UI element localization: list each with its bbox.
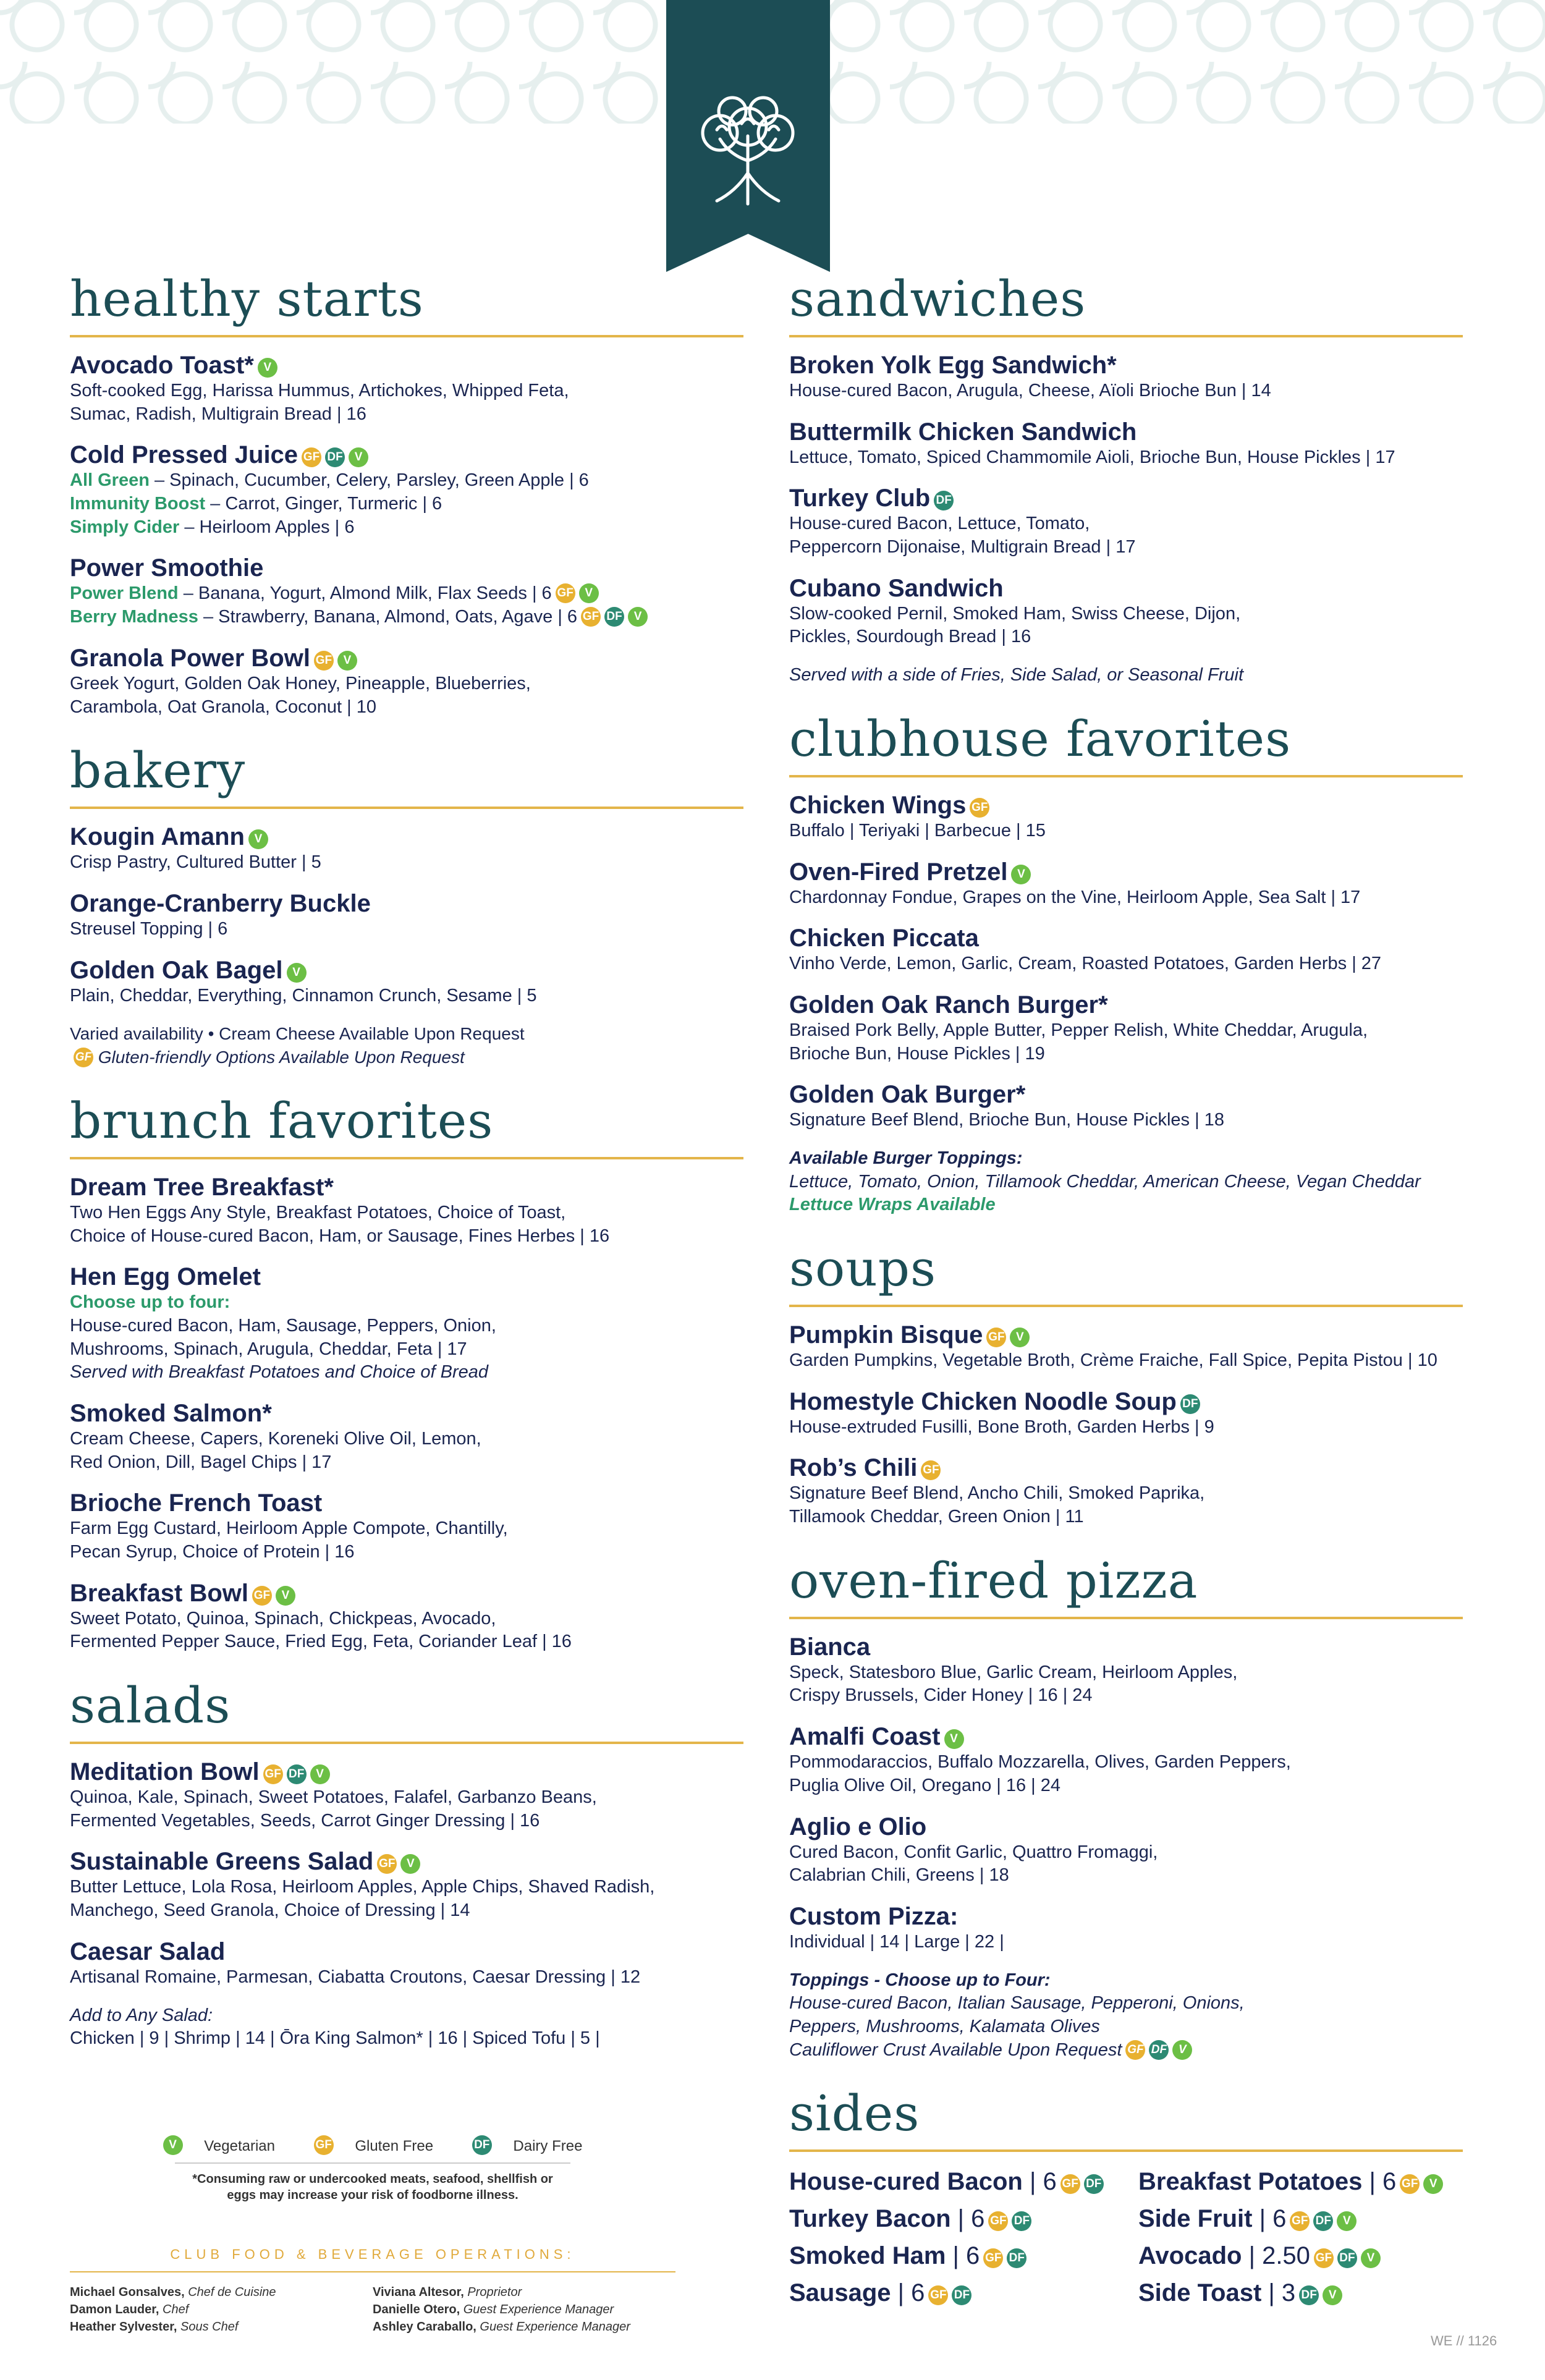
section-title: salads: [70, 1679, 743, 1744]
vegetarian-icon: V: [287, 963, 307, 983]
dairy-free-icon: DF: [1007, 2248, 1026, 2268]
item-name: Orange-Cranberry Buckle: [70, 889, 371, 917]
option-desc: – Spinach, Cucumber, Celery, Parsley, Green Apple | 6: [149, 470, 589, 491]
menu-item-chicken-wings: [789, 791, 1463, 843]
item-desc: Chardonnay Fondue, Grapes on the Vine, Heirloom Apple, Sea Salt | 17: [789, 887, 1361, 907]
item-desc: Crisp Pastry, Cultured Butter | 5: [70, 852, 321, 873]
item-desc: Manchego, Seed Granola, Choice of Dressing | 14: [70, 1900, 470, 1921]
staff-title: Proprietor: [467, 2285, 522, 2299]
option-desc: – Strawberry, Banana, Almond, Oats, Agave | 6: [198, 607, 578, 627]
item-name: Golden Oak Burger*: [789, 1081, 1026, 1109]
legend-dairy-free: Dairy Free: [513, 2138, 583, 2154]
item-name: Meditation Bowl: [70, 1758, 260, 1786]
item-name: Chicken Piccata: [789, 925, 979, 952]
item-desc: Lettuce, Tomato, Spiced Chammomile Aioli, Brioche Bun, House Pickles | 17: [789, 447, 1395, 467]
item-name: Avocado Toast*: [70, 352, 254, 379]
side-price: | 6: [1022, 2168, 1057, 2196]
item-desc: Choice of House-cured Bacon, Ham, or Sausage, Fines Herbes | 16: [70, 1226, 610, 1246]
dairy-free-icon: DF: [1084, 2174, 1104, 2194]
section-oven-fired-pizza: [789, 1551, 1463, 2062]
vegetarian-icon: V: [1423, 2174, 1443, 2194]
item-name: Power Smoothie: [70, 554, 264, 582]
burger-toppings-label: Available Burger Toppings:: [789, 1148, 1023, 1168]
item-name: Cubano Sandwich: [789, 574, 1004, 602]
option-desc: – Banana, Yogurt, Almond Milk, Flax Seeds | 6: [178, 583, 552, 604]
staff-title: Guest Experience Manager: [463, 2303, 614, 2316]
section-title: sides: [789, 2086, 1463, 2152]
side-price: | 6: [891, 2279, 925, 2307]
side-item-side-toast: [1138, 2277, 1463, 2309]
menu-item-kougin-amann: [70, 823, 743, 875]
side-price: | 6: [1362, 2168, 1397, 2196]
side-price: | 6: [950, 2205, 985, 2233]
side-price: | 2.50: [1242, 2242, 1310, 2270]
dairy-free-icon: DF: [604, 607, 624, 627]
option-label: All Green: [70, 470, 150, 491]
bakery-note: Varied availability • Cream Cheese Available Upon Request: [70, 1024, 525, 1044]
side-item-breakfast-potatoes: [1138, 2166, 1463, 2198]
gluten-free-icon: GF: [314, 2135, 334, 2155]
item-name: Broken Yolk Egg Sandwich*: [789, 352, 1117, 379]
vegetarian-icon: V: [1172, 2040, 1192, 2060]
staff-title: Chef: [163, 2303, 189, 2316]
section-salads: [70, 1679, 743, 2051]
item-name: Golden Oak Bagel: [70, 956, 283, 984]
dairy-free-icon: DF: [325, 447, 345, 467]
item-name: Sustainable Greens Salad: [70, 1848, 374, 1876]
item-desc: House-extruded Fusilli, Bone Broth, Garden Herbs | 9: [789, 1417, 1214, 1437]
add-to-salad-items: Chicken | 9 | Shrimp | 14 | Ōra King Salmon* | 16 | Spiced Tofu | 5 |: [70, 2028, 600, 2049]
sides-grid: [789, 2166, 1463, 2309]
dairy-free-icon: DF: [1313, 2211, 1333, 2231]
menu-item-cold-pressed-juice: [70, 441, 743, 539]
dairy-free-icon: DF: [952, 2285, 971, 2305]
item-desc: Sumac, Radish, Multigrain Bread | 16: [70, 404, 366, 424]
staff-name: Ashley Caraballo,: [373, 2320, 476, 2334]
gluten-free-icon: GF: [581, 607, 601, 627]
item-desc: Brioche Bun, House Pickles | 19: [789, 1043, 1045, 1064]
item-desc: Pickles, Sourdough Bread | 16: [789, 627, 1031, 647]
menu-item-caesar-salad: [70, 1937, 743, 1989]
menu-item-buttermilk-chicken-sandwich: [789, 418, 1463, 470]
menu-item-oven-fired-pretzel: [789, 858, 1463, 910]
side-price: | 6: [946, 2242, 980, 2270]
gluten-free-icon: GF: [302, 447, 321, 467]
item-name: Oven-Fired Pretzel: [789, 858, 1008, 886]
menu-item-robs-chili: [789, 1454, 1463, 1528]
side-name: Side Fruit: [1138, 2205, 1253, 2233]
gluten-free-icon: GF: [263, 1764, 283, 1784]
dairy-free-icon: DF: [287, 1764, 307, 1784]
gluten-free-icon: GF: [988, 2211, 1008, 2231]
menu-item-smoked-salmon: [70, 1399, 743, 1474]
item-name: Chicken Wings: [789, 791, 967, 819]
item-desc: Sweet Potato, Quinoa, Spinach, Chickpeas, Avocado,: [70, 1608, 496, 1628]
staff-title: Guest Experience Manager: [480, 2320, 630, 2334]
section-sides: [789, 2086, 1463, 2309]
left-column: [70, 272, 743, 2075]
item-desc: Plain, Cheddar, Everything, Cinnamon Crunch, Sesame | 5: [70, 985, 537, 1006]
legend-vegetarian: Vegetarian: [204, 2138, 275, 2154]
staff-list: [70, 2284, 675, 2336]
section-healthy-starts: [70, 272, 743, 719]
menu-item-pumpkin-bisque: [789, 1321, 1463, 1373]
gluten-free-icon: GF: [1290, 2211, 1310, 2231]
item-desc: Individual | 14 | Large | 22 |: [789, 1931, 1004, 1952]
menu-item-breakfast-bowl: [70, 1579, 743, 1654]
item-desc: Quinoa, Kale, Spinach, Sweet Potatoes, Falafel, Garbanzo Beans,: [70, 1787, 597, 1808]
gluten-free-icon: GF: [314, 651, 334, 671]
pizza-toppings-label: Toppings - Choose up to Four:: [789, 1970, 1051, 1990]
item-desc: Garden Pumpkins, Vegetable Broth, Crème Fraiche, Fall Spice, Pepita Pistou | 10: [789, 1350, 1437, 1370]
item-desc: Cured Bacon, Confit Garlic, Quattro Fromaggi,: [789, 1842, 1158, 1862]
consumption-disclaimer: eggs may increase your risk of foodborne illness.: [227, 2188, 519, 2202]
item-name: Breakfast Bowl: [70, 1579, 248, 1607]
item-name: Bianca: [789, 1633, 871, 1661]
gluten-free-icon: GF: [928, 2285, 948, 2305]
menu-item-avocado-toast: [70, 351, 743, 426]
gluten-free-icon: GF: [556, 583, 575, 603]
item-name: Amalfi Coast: [789, 1723, 941, 1751]
gluten-free-icon: GF: [921, 1460, 941, 1480]
gluten-free-icon: GF: [1125, 2040, 1145, 2060]
right-column: [789, 272, 1463, 2334]
section-brunch-favorites: [70, 1091, 743, 1654]
dairy-free-icon: DF: [1012, 2211, 1031, 2231]
menu-item-power-smoothie: [70, 554, 743, 629]
section-soups: [789, 1242, 1463, 1529]
staff-name: Viviana Altesor,: [373, 2285, 464, 2299]
gluten-free-icon: GF: [1060, 2174, 1080, 2194]
item-desc: Vinho Verde, Lemon, Garlic, Cream, Roasted Potatoes, Garden Herbs | 27: [789, 954, 1382, 974]
section-title: brunch favorites: [70, 1094, 743, 1159]
side-item-smoked-ham: [789, 2240, 1114, 2272]
side-name: House-cured Bacon: [789, 2168, 1023, 2196]
section-title: bakery: [70, 743, 743, 809]
section-title: sandwiches: [789, 272, 1463, 337]
dairy-free-icon: DF: [934, 491, 954, 510]
item-name: Dream Tree Breakfast*: [70, 1173, 334, 1201]
item-desc: Farm Egg Custard, Heirloom Apple Compote, Chantilly,: [70, 1518, 508, 1539]
vegetarian-icon: V: [337, 651, 357, 671]
side-item-side-fruit: [1138, 2203, 1463, 2235]
section-title: soups: [789, 1242, 1463, 1307]
menu-item-cubano-sandwich: [789, 574, 1463, 649]
item-desc: Cream Cheese, Capers, Koreneki Olive Oil, Lemon,: [70, 1428, 481, 1449]
item-desc: Speck, Statesboro Blue, Garlic Cream, Heirloom Apples,: [789, 1662, 1238, 1682]
vegetarian-icon: V: [248, 829, 268, 849]
dairy-free-icon: DF: [1337, 2248, 1357, 2268]
vegetarian-icon: V: [1337, 2211, 1357, 2231]
vegetarian-icon: V: [579, 583, 599, 603]
menu-item-broken-yolk-egg-sandwich: [789, 351, 1463, 403]
menu-item-turkey-club: [789, 484, 1463, 559]
pizza-toppings: House-cured Bacon, Italian Sausage, Pepperoni, Onions,: [789, 1993, 1245, 2014]
item-desc: House-cured Bacon, Lettuce, Tomato,: [789, 514, 1090, 534]
item-desc: House-cured Bacon, Arugula, Cheese, Aïoli Brioche Bun | 14: [789, 381, 1271, 400]
bakery-gluten-note: Gluten-friendly Options Available Upon Request: [98, 1048, 465, 1067]
dairy-free-icon: DF: [1149, 2040, 1169, 2060]
tree-icon: [692, 93, 803, 210]
item-desc: Streusel Topping | 6: [70, 918, 228, 939]
item-desc: Braised Pork Belly, Apple Butter, Pepper Relish, White Cheddar, Arugula,: [789, 1020, 1368, 1040]
staff-name: Heather Sylvester,: [70, 2320, 177, 2334]
section-title: healthy starts: [70, 272, 743, 337]
item-desc: Pecan Syrup, Choice of Protein | 16: [70, 1542, 355, 1562]
item-desc: Buffalo | Teriyaki | Barbecue | 15: [789, 820, 1046, 841]
vegetarian-icon: V: [349, 447, 368, 467]
section-clubhouse-favorites: [789, 709, 1463, 1217]
gluten-free-icon: GF: [983, 2248, 1003, 2268]
menu-item-custom-pizza: [789, 1902, 1463, 1954]
item-desc: House-cured Bacon, Ham, Sausage, Peppers, Onion,: [70, 1315, 496, 1336]
item-name: Brioche French Toast: [70, 1489, 323, 1517]
vegetarian-icon: V: [163, 2135, 183, 2155]
section-title: oven-fired pizza: [789, 1554, 1463, 1619]
item-name: Turkey Club: [789, 485, 931, 512]
option-label: Berry Madness: [70, 607, 198, 627]
vegetarian-icon: V: [628, 607, 648, 627]
vegetarian-icon: V: [1011, 865, 1031, 884]
menu-item-dream-tree-breakfast: [70, 1173, 743, 1248]
menu-item-sustainable-greens-salad: [70, 1847, 743, 1922]
section-title: clubhouse favorites: [789, 712, 1463, 777]
option-desc: – Carrot, Ginger, Turmeric | 6: [205, 494, 442, 514]
item-name: Granola Power Bowl: [70, 644, 310, 672]
sandwiches-served-note: Served with a side of Fries, Side Salad, or Seasonal Fruit: [789, 665, 1244, 685]
side-name: Turkey Bacon: [789, 2205, 951, 2233]
menu-item-chicken-piccata: [789, 924, 1463, 976]
dairy-free-icon: DF: [1180, 1394, 1200, 1414]
option-label: Power Blend: [70, 583, 179, 604]
item-name: Smoked Salmon*: [70, 1399, 272, 1427]
gluten-free-icon: GF: [986, 1328, 1006, 1347]
item-desc: Greek Yogurt, Golden Oak Honey, Pineapple, Blueberries,: [70, 673, 531, 693]
item-name: Pumpkin Bisque: [789, 1321, 983, 1349]
menu-item-golden-oak-ranch-burger: [789, 991, 1463, 1065]
item-desc: Fermented Vegetables, Seeds, Carrot Ginger Dressing | 16: [70, 1810, 540, 1831]
item-name: Aglio e Olio: [789, 1813, 927, 1840]
item-desc: Slow-cooked Pernil, Smoked Ham, Swiss Cheese, Dijon,: [789, 603, 1241, 624]
item-desc: Butter Lettuce, Lola Rosa, Heirloom Apples, Apple Chips, Shaved Radish,: [70, 1877, 655, 1897]
vegetarian-icon: V: [1010, 1328, 1030, 1347]
item-desc: Soft-cooked Egg, Harissa Hummus, Artichokes, Whipped Feta,: [70, 381, 569, 400]
item-desc: Tillamook Cheddar, Green Onion | 11: [789, 1507, 1084, 1527]
side-item-turkey-bacon: [789, 2203, 1114, 2235]
staff-title: Sous Chef: [180, 2320, 239, 2334]
vegetarian-icon: V: [1361, 2248, 1381, 2268]
side-price: | 6: [1252, 2205, 1287, 2233]
operations-title: CLUB FOOD & BEVERAGE OPERATIONS:: [170, 2247, 575, 2262]
item-name: Golden Oak Ranch Burger*: [789, 991, 1108, 1018]
menu-item-granola-power-bowl: [70, 644, 743, 719]
side-item-sausage: [789, 2277, 1114, 2309]
item-desc: Carambola, Oat Granola, Coconut | 10: [70, 697, 376, 717]
menu-item-bianca: [789, 1633, 1463, 1708]
item-name: Homestyle Chicken Noodle Soup: [789, 1387, 1177, 1415]
gluten-free-icon: GF: [377, 1854, 397, 1874]
menu-item-aglio-e-olio: [789, 1813, 1463, 1887]
item-desc: Signature Beef Blend, Brioche Bun, House Pickles | 18: [789, 1110, 1224, 1130]
vegetarian-icon: V: [258, 358, 277, 378]
divider: [175, 2162, 570, 2164]
item-name: Caesar Salad: [70, 1937, 226, 1965]
menu-item-meditation-bowl: [70, 1758, 743, 1832]
dairy-free-icon: DF: [1299, 2285, 1319, 2305]
menu-item-orange-cranberry-buckle: [70, 889, 743, 941]
cauliflower-crust-note: Cauliflower Crust Available Upon Request: [789, 2039, 1122, 2060]
gluten-free-icon: GF: [1314, 2248, 1334, 2268]
vegetarian-icon: V: [1323, 2285, 1342, 2305]
side-name: Avocado: [1138, 2242, 1242, 2270]
item-desc: Artisanal Romaine, Parmesan, Ciabatta Croutons, Caesar Dressing | 12: [70, 1967, 641, 1987]
side-item-avocado: [1138, 2240, 1463, 2272]
item-desc: Puglia Olive Oil, Oregano | 16 | 24: [789, 1775, 1061, 1795]
menu-item-golden-oak-burger: [789, 1080, 1463, 1132]
gluten-free-icon: GF: [1400, 2174, 1420, 2194]
add-to-salad-label: Add to Any Salad:: [70, 2005, 213, 2025]
staff-name: Danielle Otero,: [373, 2303, 460, 2316]
item-name: Custom Pizza:: [789, 1902, 959, 1930]
menu-item-amalfi-coast: [789, 1722, 1463, 1797]
vegetarian-icon: V: [400, 1854, 420, 1874]
side-name: Sausage: [789, 2279, 891, 2307]
item-name: Hen Egg Omelet: [70, 1263, 261, 1291]
item-desc: Crispy Brussels, Cider Honey | 16 | 24: [789, 1685, 1093, 1706]
option-desc: – Heirloom Apples | 6: [179, 517, 355, 537]
side-price: | 3: [1261, 2279, 1296, 2307]
vegetarian-icon: V: [310, 1764, 330, 1784]
option-label: Immunity Boost: [70, 494, 206, 514]
item-desc: Fermented Pepper Sauce, Fried Egg, Feta, Coriander Leaf | 16: [70, 1632, 572, 1652]
item-desc: Signature Beef Blend, Ancho Chili, Smoked Paprika,: [789, 1483, 1205, 1504]
dairy-free-icon: DF: [472, 2135, 492, 2155]
menu-item-hen-egg-omelet: [70, 1263, 743, 1384]
side-item-house-cured-bacon: [789, 2166, 1114, 2198]
vegetarian-icon: V: [276, 1586, 295, 1606]
gluten-free-icon: GF: [252, 1586, 272, 1606]
section-bakery: [70, 743, 743, 1069]
staff-name: Michael Gonsalves,: [70, 2285, 185, 2299]
item-desc: Pommodaraccios, Buffalo Mozzarella, Olives, Garden Peppers,: [789, 1752, 1291, 1772]
item-desc: Red Onion, Dill, Bagel Chips | 17: [70, 1452, 332, 1472]
item-name: Cold Pressed Juice: [70, 441, 298, 469]
pizza-toppings: Peppers, Mushrooms, Kalamata Olives: [789, 2016, 1100, 2036]
staff-title: Chef de Cuisine: [188, 2285, 276, 2299]
side-name: Breakfast Potatoes: [1138, 2168, 1363, 2196]
item-desc: Calabrian Chili, Greens | 18: [789, 1865, 1009, 1886]
item-desc: Two Hen Eggs Any Style, Breakfast Potatoes, Choice of Toast,: [70, 1202, 566, 1222]
menu-item-brioche-french-toast: [70, 1489, 743, 1564]
menu-item-golden-oak-bagel: [70, 956, 743, 1008]
side-name: Side Toast: [1138, 2279, 1262, 2307]
item-name: Buttermilk Chicken Sandwich: [789, 418, 1137, 446]
side-name: Smoked Ham: [789, 2242, 946, 2270]
item-name: Kougin Amann: [70, 823, 245, 851]
footer-code: WE // 1126: [1431, 2333, 1497, 2348]
burger-toppings: Lettuce, Tomato, Onion, Tillamook Cheddar, American Cheese, Vegan Cheddar: [789, 1171, 1421, 1192]
item-desc: Peppercorn Dijonaise, Multigrain Bread | 17: [789, 537, 1136, 557]
consumption-disclaimer: *Consuming raw or undercooked meats, seafood, shellfish or: [192, 2172, 553, 2186]
item-name: Rob’s Chili: [789, 1454, 918, 1482]
gluten-free-icon: GF: [970, 798, 989, 818]
dietary-legend: [70, 2135, 675, 2336]
item-desc: Mushrooms, Spinach, Arugula, Cheddar, Feta | 17: [70, 1339, 467, 1359]
section-sandwiches: [789, 272, 1463, 687]
staff-name: Damon Lauder,: [70, 2303, 159, 2316]
lettuce-wraps-note: Lettuce Wraps Available: [789, 1195, 996, 1215]
omelet-choose-label: Choose up to four:: [70, 1292, 231, 1313]
gluten-free-icon: GF: [74, 1048, 93, 1067]
menu-item-homestyle-chicken-noodle-soup: [789, 1387, 1463, 1439]
option-label: Simply Cider: [70, 517, 180, 537]
vegetarian-icon: V: [944, 1729, 964, 1749]
omelet-served-note: Served with Breakfast Potatoes and Choice of Bread: [70, 1362, 489, 1383]
divider: [70, 2271, 675, 2272]
legend-gluten-free: Gluten Free: [355, 2138, 434, 2154]
